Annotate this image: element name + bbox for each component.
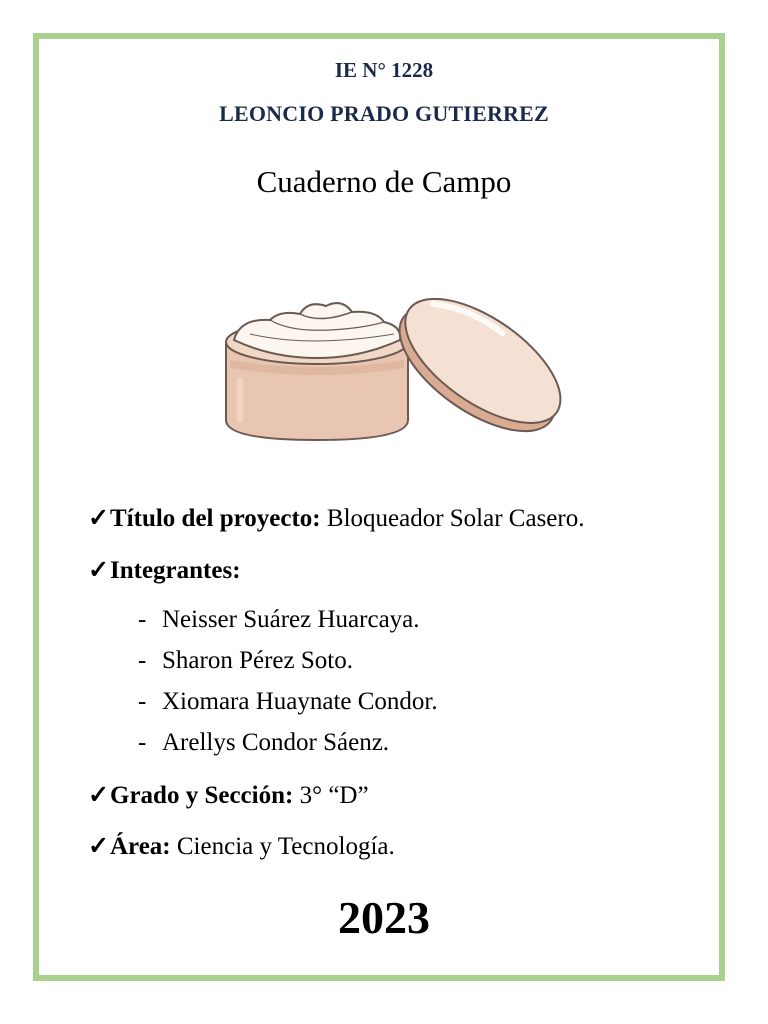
project-title-value: Bloqueador Solar Casero. <box>326 505 585 532</box>
list-item: - Neisser Suárez Huarcaya. <box>138 606 420 633</box>
school-code: IE N° 1228 <box>334 58 434 82</box>
list-item: - Xiomara Huaynate Condor. <box>138 688 438 715</box>
document-title: Cuaderno de Campo <box>256 164 512 199</box>
checkmark-icon: ✓ <box>88 557 109 584</box>
grade-label: Grado y Sección: <box>110 782 294 809</box>
project-title-label: Título del proyecto: <box>110 505 321 532</box>
area-value: Ciencia y Tecnología. <box>176 833 395 860</box>
list-item: - Arellys Condor Sáenz. <box>138 729 390 756</box>
grade-line <box>88 780 369 810</box>
grade-value: 3° “D” <box>299 782 369 809</box>
year: 2023 <box>338 892 430 943</box>
checkmark-icon: ✓ <box>88 833 109 860</box>
checkmark-icon: ✓ <box>88 782 109 809</box>
list-item: - Sharon Pérez Soto. <box>138 647 353 674</box>
area-label: Área: <box>110 833 171 860</box>
members-heading-line <box>88 555 241 585</box>
school-name: LEONCIO PRADO GUTIERREZ <box>219 101 549 126</box>
cream-jar-icon <box>180 270 580 470</box>
area-line <box>88 831 395 861</box>
project-title-line <box>88 503 584 533</box>
members-label: Integrantes: <box>110 557 241 584</box>
checkmark-icon: ✓ <box>88 505 109 532</box>
